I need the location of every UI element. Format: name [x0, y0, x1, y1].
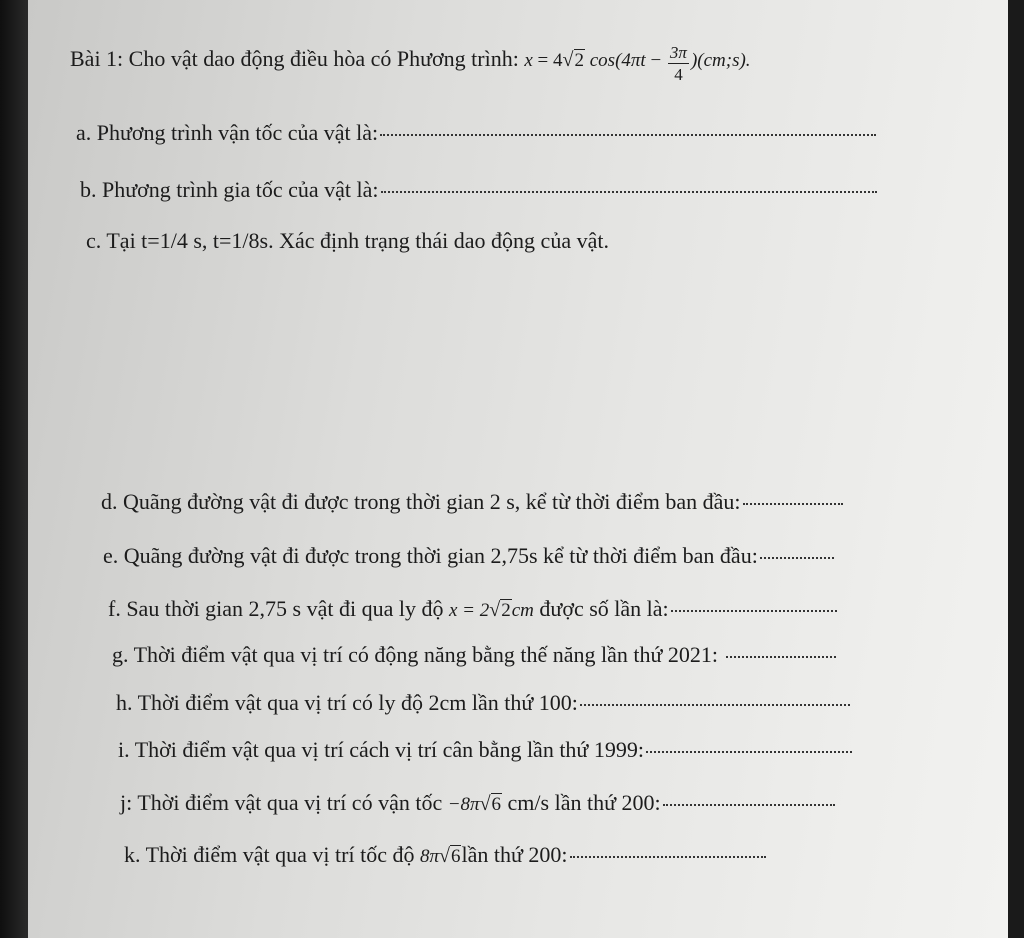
- question-c: c. Tại t=1/4 s, t=1/8s. Xác định trạng thái dao động của vật.: [86, 228, 609, 253]
- question-a: a. Phương trình vận tốc của vật là:: [76, 120, 876, 146]
- answer-blank-h[interactable]: [580, 703, 850, 706]
- answer-blank-i[interactable]: [646, 750, 852, 753]
- exercise-label: Bài 1:: [70, 45, 124, 71]
- exercise-title: [70, 42, 751, 84]
- photo-dark-edge: [0, 0, 28, 938]
- equation: x = 4 √ 2 cos(4πt − $\frac{3\pi}{4}$ )(cm;s).: [524, 43, 751, 84]
- question-e: e. Quãng đường vật đi được trong thời gian 2,75s kể từ thời điểm ban đầu:: [103, 543, 834, 569]
- answer-blank-g[interactable]: [726, 655, 836, 658]
- answer-blank-k[interactable]: [570, 855, 766, 858]
- question-f: f. Sau thời gian 2,75 s vật đi qua ly độ x = 2 √ 2 cm được số lần là:: [108, 596, 837, 622]
- answer-blank-f[interactable]: [671, 609, 837, 612]
- math-minus-8pi-sqrt6: −8π √ 6: [447, 793, 502, 815]
- question-d: d. Quãng đường vật đi được trong thời gian 2 s, kể từ thời điểm ban đầu:: [101, 489, 843, 515]
- question-h: h. Thời điểm vật qua vị trí có ly độ 2cm lần thứ 100:: [116, 690, 850, 716]
- question-j: j: Thời điểm vật qua vị trí có vận tốc −8π √ 6 cm/s lần thứ 200:: [120, 790, 835, 816]
- question-g: g. Thời điểm vật qua vị trí có động năng bằng thế năng lần thứ 2021:: [112, 642, 836, 668]
- question-i: i. Thời điểm vật qua vị trí cách vị trí cân bằng lần thứ 1999:: [118, 737, 852, 763]
- sqrt-2: √ 2: [562, 48, 584, 71]
- math-8pi-sqrt6: 8π √ 6: [419, 845, 461, 867]
- answer-blank-e[interactable]: [760, 556, 834, 559]
- exercise-prompt: Cho vật dao động điều hòa có Phương trình:: [128, 45, 519, 71]
- answer-blank-a[interactable]: [380, 133, 876, 136]
- answer-blank-j[interactable]: [663, 803, 835, 806]
- question-k: k. Thời điểm vật qua vị trí tốc độ 8π √ 6 lần thứ 200:: [124, 842, 766, 868]
- answer-blank-d[interactable]: [743, 502, 843, 505]
- answer-blank-b[interactable]: [381, 190, 877, 193]
- question-b: b. Phương trình gia tốc của vật là:: [80, 177, 877, 203]
- math-x-2sqrt2: x = 2 √ 2 cm: [449, 599, 534, 621]
- fraction-3pi-4: $\frac{3\pi}{4}$: [669, 43, 687, 84]
